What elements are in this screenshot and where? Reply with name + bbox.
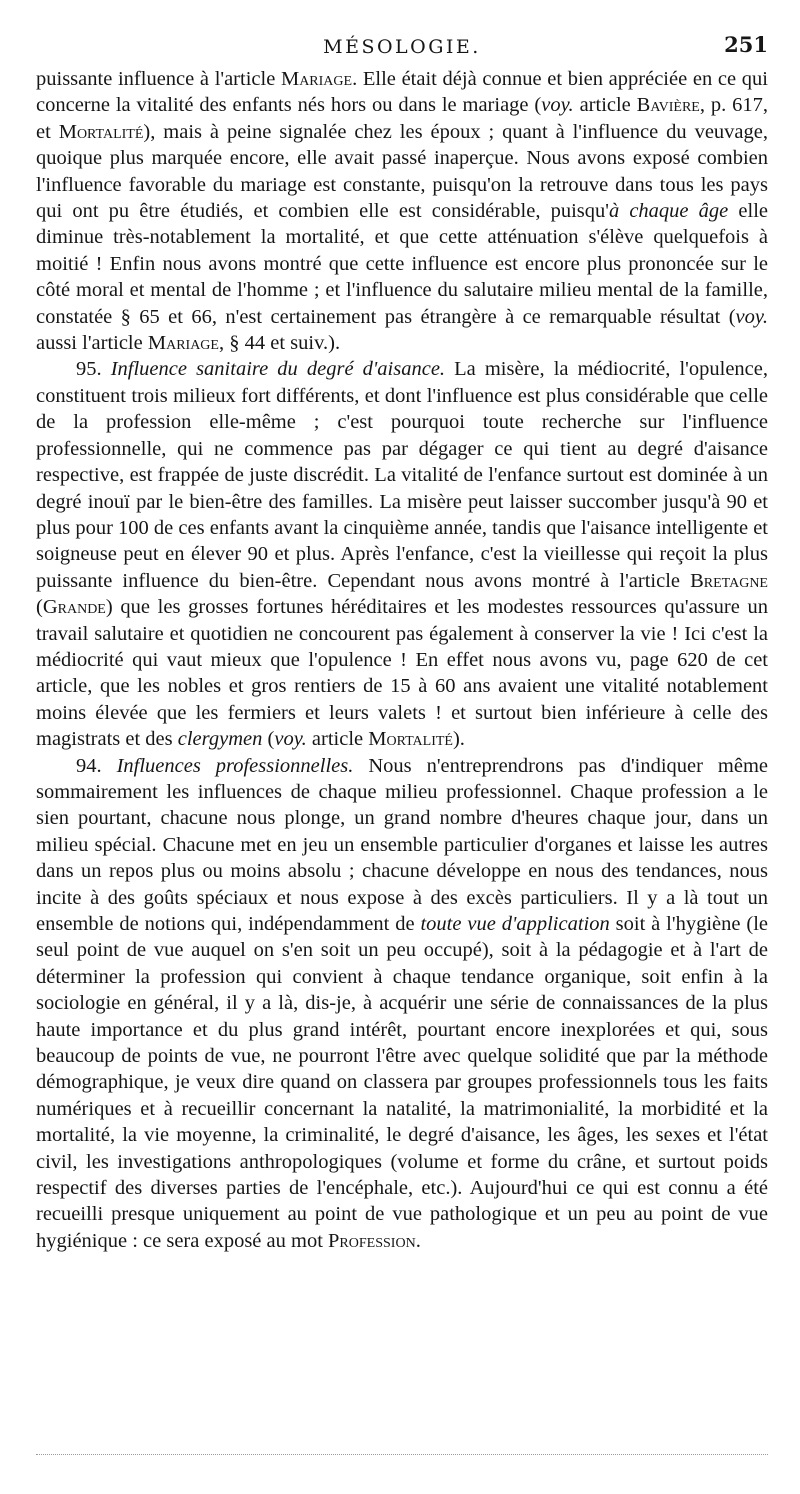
page-header [36,28,768,66]
text-run: Nous n'entreprendrons pas d'indiquer même sommairement les influences de chaque milieu professionnel. Chaque profession a le sien pourtant, chacune nous plonge, un grand nombre d'heures chaque jour, dans un milieu spécial. Chacune met en jeu un ensemble particulier d'organes et laisse les autres dans un repos plus ou moins absolu ; chacune développe en nous des tendances, nous incite à des goûts spéciaux et nous expose à des excès particuliers. Il y a là tout un ensemble de notions qui, indépendamment de [36,754,768,935]
small-caps-reference: Mortalité [368,728,453,751]
text-run: 94. [76,754,117,777]
text-run: ) que les grosses fortunes héréditaires et les modestes ressources qu'assure un travail salutaire et quotidien ne concourent pas également à conserver la vie ! Ici c'est la médiocrité qui vaut mieux que l'opulence ! En effet nous avons vu, page 620 de cet article, que les nobles et gros rentiers de 15 à 60 ans avaient une vitalité notablement moins élevée que les fermiers et leurs valets ! et surtout bien inférieure à celle des magistrats et des [36,596,768,751]
text-run: La misère, la médiocrité, l'opulence, constituent trois milieux fort différents, et dont l'influence est plus considérable que celle de la profession elle-même ; c'est pourquoi toute recherche sur l'influence professionnelle, qui ne commence pas par dégager ce qui tient au degré d'aisance respective, est frappée de juste discrédit. La vitalité de l'enfance surtout est dominée à un degré inouï par le bien-être des familles. La misère peut laisser succomber jusqu'à 90 et plus pour 100 de ces enfants avant la cinquième année, tandis que l'aisance intelligente et soigneuse peut en élever 90 et plus. Après l'enfance, c'est la vieillesse qui reçoit la plus puissante influence du bien-être. Cependant nous avons montré à l'article [36,358,768,592]
text-run: , § 44 et suiv.). [218,332,341,355]
italic-text: clergymen [177,728,263,751]
paragraph-94-professionnelles [36,753,768,1255]
text-run: ( [36,596,43,619]
small-caps-reference: Bretagne [690,569,768,592]
text-run: article [306,728,369,751]
text-run: ), mais à peine signalée chez les époux ; quant à l'influence du veuvage, quoique plus marquée encore, elle avait passé inaperçue. Nous avons exposé combien l'influence favorable du mariage est constante, puisqu'on la retrouve dans tous les pays qui ont pu être étudiés, et combien elle est considérable, puisqu' [36,120,768,223]
text-run: , p. 617, et [36,94,768,143]
running-title: MÉSOLOGIE. [323,36,481,58]
small-caps-reference: Profession [328,1229,416,1252]
italic-text: voy. [735,305,768,328]
italic-text: voy. [274,728,307,751]
text-run: ( [262,728,275,751]
paragraph-95-aisance [36,356,768,752]
text-run: . [415,1229,421,1252]
italic-text: Influence sanitaire du degré d'aisance. [110,358,446,381]
small-caps-reference: Mariage [147,332,219,355]
text-run: 95. [76,358,111,381]
text-run: article [573,94,637,117]
small-caps-reference: Mortalité [58,120,144,143]
body-text [36,66,768,1254]
text-run: aussi l'article [36,332,148,355]
page-number: 251 [724,32,768,57]
small-caps-reference: Grande [42,596,106,619]
text-run: elle diminue très-notablement la mortalité, et que cette atténuation s'élève quelquefois à moitié ! Enfin nous avons montré que cette influence est encore plus prononcée sur le côté moral et mental de l'homme ; et l'influence du salutaire milieu mental de la famille, constatée § 65 et 66, n'est certainement pas étrangère à ce remarquable résultat ( [36,200,768,328]
text-run: . Elle était déjà connue et bien appréciée en ce qui concerne la vitalité des enfants nés hors ou dans le mariage ( [36,68,768,117]
small-caps-reference: Mariage [280,68,353,90]
italic-text: Influences professionnelles. [116,754,354,777]
italic-text: à chaque âge [608,200,729,223]
text-run: soit à l'hygiène (le seul point de vue auquel on s'en soit un peu occupé), soit à la pédagogie et à l'art de déterminer la profession qui convient à chaque tendance organique, soit enfin à la sociologie en général, il y a là, dis-je, à acquérir une série de connaissances de la plus haute importance et du plus grand intérêt, pourtant encore inexplorées et qui, sous beaucoup de points de vue, ne pourront l'être avec quelque solidité que par la méthode démographique, je veux dire quand on classera par groupes professionnels tous les faits numériques et à recueillir concernant la natalité, la matrimonialité, la morbidité et la mortalité, la vie moyenne, la criminalité, le degré d'aisance, les âges, les sexes et l'état civil, les investigations anthropologiques (volume et forme du crâne, et surtout poids respectif des diverses parties de l'encéphale, etc.). Aujourd'hui ce qui est connu a été recueilli presque uniquement au point de vue pathologique et un peu au point de vue hygiénique : ce sera exposé au mot [36,913,769,1252]
paragraph-mariage-continuation [36,66,768,356]
text-run: puissante influence à l'article [36,68,281,90]
text-run: ). [452,728,465,751]
italic-text: voy. [541,94,574,117]
footer-dotted-rule [36,1454,768,1455]
italic-text: toute vue d'application [420,913,610,935]
small-caps-reference: Bavière [636,94,700,117]
